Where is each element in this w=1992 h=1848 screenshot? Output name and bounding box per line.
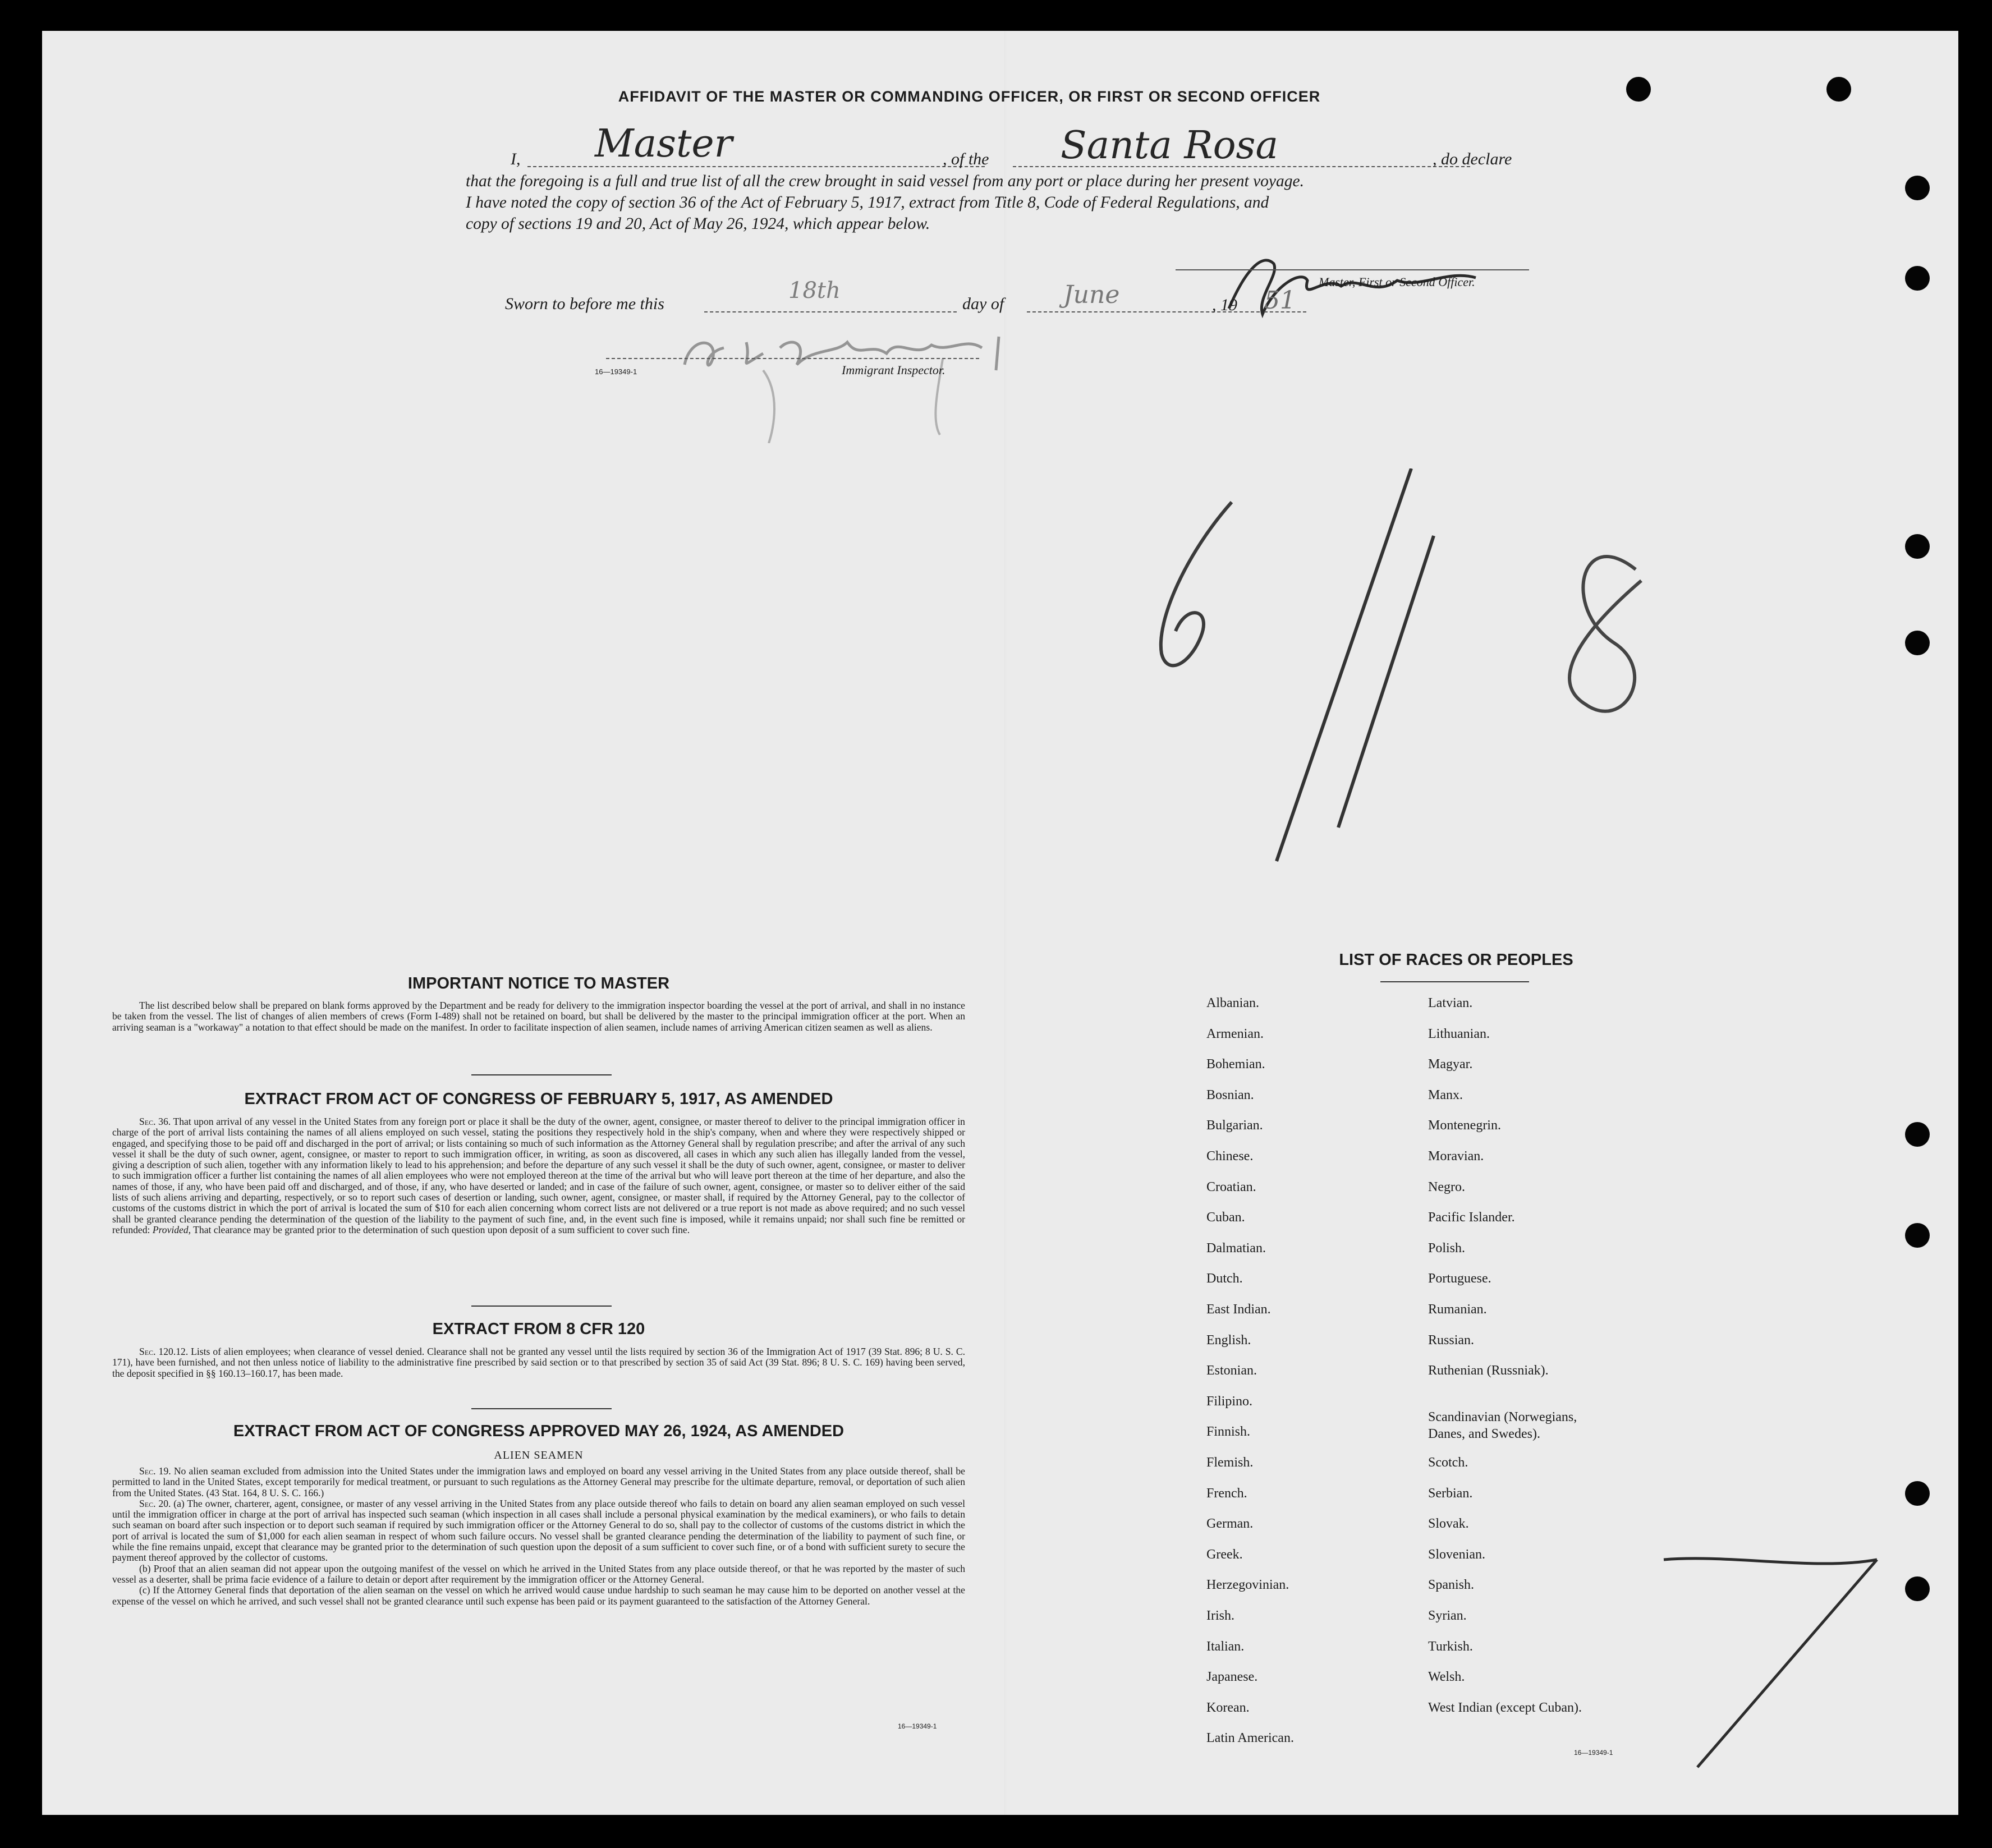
sec20b-text: (b) Proof that an alien seaman did not appear upon the outgoing manifest of the vessel on which he arrived in the United States from any place outside thereof, or that he was reported by the master of such vessel as a deserter, shall be prima facie evidence of a failure to detain or deport after requirement by the immigration officer or the Attorney General. bbox=[112, 1562, 965, 1585]
race-item: Dalmatian. bbox=[1206, 1241, 1266, 1256]
sec120-text: Lists of alien employees; when clearance of vessel denied. Clearance shall not be granted any vessel until the lists required by section 36 of the Immigration Act of 1917 (39 Stat. 896; 8 U. S. C. 171), have been furnished, and not then unless notice of liability to the administrative fine prescribed by said section or to that prescribed by section 35 of said Act (39 Stat. 896; 8 U. S. C. 169) having been served, the deposit specified in §§ 160.13–160.17, has been made. bbox=[112, 1346, 965, 1379]
binder-hole bbox=[1905, 631, 1930, 655]
race-item: Latvian. bbox=[1428, 996, 1473, 1010]
race-item: Albanian. bbox=[1206, 996, 1259, 1010]
race-item: Negro. bbox=[1428, 1180, 1465, 1194]
provided-label: Provided, bbox=[152, 1224, 191, 1235]
day-line bbox=[704, 311, 957, 312]
year-handwritten: 51 bbox=[1264, 286, 1296, 315]
binder-hole bbox=[1905, 1223, 1930, 1248]
affidavit-line-2: that the foregoing is a full and true list of all the crew brought in said vessel from any port or place during her present voyage. bbox=[466, 172, 1304, 190]
affidavit-form-number: 16—19349-1 bbox=[595, 367, 637, 376]
race-item: Chinese. bbox=[1206, 1149, 1254, 1164]
race-item: Scandinavian (Norwegians, bbox=[1428, 1409, 1577, 1424]
sworn-label: Sworn to before me this bbox=[505, 295, 664, 313]
signature-line bbox=[1176, 269, 1529, 270]
rank-line bbox=[527, 166, 985, 167]
separator bbox=[471, 1408, 612, 1409]
race-item: Syrian. bbox=[1428, 1608, 1467, 1623]
race-item: Cuban. bbox=[1206, 1210, 1245, 1225]
vessel-handwritten: Santa Rosa bbox=[1061, 123, 1278, 168]
binder-hole bbox=[1905, 1122, 1930, 1147]
race-item: Rumanian. bbox=[1428, 1302, 1487, 1317]
race-item: Ruthenian (Russniak). bbox=[1428, 1363, 1549, 1378]
i-label: I, bbox=[511, 150, 521, 168]
extract-1924-body bbox=[112, 1466, 965, 1607]
race-item: Croatian. bbox=[1206, 1180, 1256, 1194]
extract-cfr-title: EXTRACT FROM 8 CFR 120 bbox=[432, 1320, 645, 1338]
inspector-signature bbox=[668, 314, 1044, 443]
extract-1924-title: EXTRACT FROM ACT OF CONGRESS APPROVED MAY 26, 1924, AS AMENDED bbox=[233, 1422, 844, 1440]
sec20c-text: (c) If the Attorney General finds that deportation of the alien seaman on the vessel on which he arrived would cause undue hardship to such seaman he may cause him to be deported on another vessel at the expense of the vessel on which he arrived, and such vessel shall not be granted clearance until such expense has been paid or its payment guaranteed to the satisfaction of the Attorney General. bbox=[112, 1584, 965, 1607]
race-item: Scotch. bbox=[1428, 1455, 1468, 1470]
binder-hole bbox=[1905, 1576, 1930, 1601]
binder-hole bbox=[1905, 534, 1930, 559]
of-the-label: , of the bbox=[943, 150, 989, 168]
day-of-label: day of bbox=[962, 295, 1004, 313]
binder-hole bbox=[1626, 77, 1651, 102]
extract-form-number: 16—19349-1 bbox=[898, 1722, 937, 1730]
notice-body bbox=[112, 1000, 965, 1033]
race-item: Manx. bbox=[1428, 1088, 1463, 1102]
fold-crease bbox=[1004, 31, 1006, 1815]
sec20-label: Sec. 20. bbox=[139, 1497, 171, 1509]
race-item: Finnish. bbox=[1206, 1424, 1251, 1439]
race-item: Slovak. bbox=[1428, 1516, 1469, 1531]
document-page bbox=[42, 31, 1958, 1815]
race-item: Italian. bbox=[1206, 1639, 1245, 1654]
do-declare-label: , do declare bbox=[1433, 150, 1512, 168]
notice-text: The list described below shall be prepared on blank forms approved by the Department and be ready for delivery to the immigration inspector boarding the vessel at the port of arrival, and shall in no instance be taken from the vessel. The list of changes of alien members of crews (Form I-489) shall not be retained on board, but shall be delivered by the master to the principal immigration officer at the port. When an arriving seaman is a "workaway" a notation to that effect should be made on the manifest. In order to facilitate inspection of alien seamen, include names of arriving American citizen seamen as well as aliens. bbox=[112, 1000, 965, 1033]
inspector-line bbox=[606, 358, 979, 359]
race-item: English. bbox=[1206, 1333, 1251, 1348]
race-item: Armenian. bbox=[1206, 1027, 1264, 1041]
handwritten-number-mark bbox=[1647, 1526, 1905, 1784]
day-handwritten: 18th bbox=[788, 278, 841, 304]
race-item: Bosnian. bbox=[1206, 1088, 1254, 1102]
sec36-label: Sec. 36. bbox=[139, 1116, 171, 1127]
sec120-label: Sec. 120.12. bbox=[139, 1346, 189, 1357]
race-item: East Indian. bbox=[1206, 1302, 1271, 1317]
race-item: Greek. bbox=[1206, 1547, 1243, 1562]
race-item: Irish. bbox=[1206, 1608, 1234, 1623]
inspector-caption: Immigrant Inspector. bbox=[842, 363, 945, 377]
race-item: French. bbox=[1206, 1486, 1247, 1501]
handwritten-date-mark bbox=[1119, 468, 1681, 872]
race-item: Spanish. bbox=[1428, 1578, 1475, 1592]
race-item: West Indian (except Cuban). bbox=[1428, 1700, 1582, 1715]
race-item: Japanese. bbox=[1206, 1670, 1258, 1684]
race-item: German. bbox=[1206, 1516, 1254, 1531]
binder-hole bbox=[1905, 266, 1930, 291]
year-prefix: , 19 bbox=[1212, 296, 1237, 314]
affidavit-line-4: copy of sections 19 and 20, Act of May 26, 1924, which appear below. bbox=[466, 215, 930, 233]
sec36-text: That upon arrival of any vessel in the United States from any foreign port or place it shall be the duty of the owner, agent, consignee, or master thereof to deliver to the principal immigration officer in charge of the port of arrival lists containing the names of all aliens employed on such vessel, stating the positions they respectively hold in the ship's company, when and where they were respectively shipped or engaged, and specifying those to be paid off and discharged in the port of arrival; or lists containing so much of such information as the Attorney General shall by regulation prescribe; and after the arrival of any such vessel it shall be the duty of such owner, agent, consignee, or master to report to such immigration officer, in writing, as soon as discovered, all cases in which any such alien has illegally landed from the vessel, giving a description of such alien, together with any information likely to lead to his apprehension; and before the departure of any such vessel it shall be the duty of such owner, agent, consignee, or master to deliver to such immigration officer a further list containing the names of all alien employees who were not employed thereon at the time of the arrival but who will leave port thereon at the time of her departure, and also the names of those, if any, who have been paid off and discharged, and of those, if any, who have deserted or landed; and in case of the failure of such owner, agent, consignee, or master so to deliver either of the said lists of such aliens arriving and departing, respectively, or so to report such cases of desertion or landing, such owner, agent, consignee, or master shall, if required by the Attorney General, pay to the collector of customs of the customs district in which the port of arrival is located the sum of $10 for each alien concerning whom correct lists are not delivered or a true report is not made as above required; and no such vessel shall be granted clearance pending the determination of the question of the liability to the payment of such fine, and, in the event such fine is imposed, while it remains unpaid; nor shall such fine be remitted or refunded: bbox=[112, 1116, 965, 1235]
race-item: Serbian. bbox=[1428, 1486, 1473, 1501]
race-item: Dutch. bbox=[1206, 1271, 1243, 1286]
race-item: Herzegovinian. bbox=[1206, 1578, 1289, 1592]
sec19-text: No alien seaman excluded from admission into the United States under the immigration laws and employed on board any vessel arriving in the United States from any place outside thereof, shall be permitted to land in the United States, except temporarily for medical treatment, or pursuant to such regulations as the Attorney General may prescribe for the ultimate departure, removal, or deportation of such alien from the United States. (43 Stat. 164, 8 U. S. C. 166.) bbox=[112, 1465, 965, 1498]
binder-hole bbox=[1905, 176, 1930, 200]
extract-cfr-body bbox=[112, 1346, 965, 1379]
notice-title: IMPORTANT NOTICE TO MASTER bbox=[407, 974, 670, 992]
alien-seamen-subtitle: ALIEN SEAMEN bbox=[494, 1449, 584, 1461]
sec19-label: Sec. 19. bbox=[139, 1465, 171, 1477]
race-item: Pacific Islander. bbox=[1428, 1210, 1515, 1225]
race-item: Polish. bbox=[1428, 1241, 1466, 1256]
officer-caption: Master, First or Second Officer. bbox=[1319, 275, 1475, 289]
race-item: Turkish. bbox=[1428, 1639, 1473, 1654]
race-item: Estonian. bbox=[1206, 1363, 1257, 1378]
affidavit-line-3: I have noted the copy of section 36 of the Act of February 5, 1917, extract from Title 8, Code of Federal Regulations, and bbox=[466, 194, 1269, 212]
rank-handwritten: Master bbox=[595, 122, 733, 166]
race-item: Danes, and Swedes). bbox=[1428, 1426, 1540, 1441]
race-item: Russian. bbox=[1428, 1333, 1475, 1348]
extract-1917-title: EXTRACT FROM ACT OF CONGRESS OF FEBRUARY 5, 1917, AS AMENDED bbox=[244, 1090, 833, 1108]
month-handwritten: June bbox=[1063, 281, 1120, 309]
binder-hole bbox=[1905, 1481, 1930, 1506]
race-item: Bulgarian. bbox=[1206, 1118, 1263, 1133]
race-item: Lithuanian. bbox=[1428, 1027, 1490, 1041]
race-item: Welsh. bbox=[1428, 1670, 1465, 1684]
race-item: Montenegrin. bbox=[1428, 1118, 1501, 1133]
race-item: Korean. bbox=[1206, 1700, 1250, 1715]
sec36-text-end: That clearance may be granted prior to the determination of such question upon deposit of a sum sufficient to cover such fine. bbox=[193, 1224, 690, 1235]
race-item: Flemish. bbox=[1206, 1455, 1254, 1470]
race-item: Moravian. bbox=[1428, 1149, 1484, 1164]
sec20a-text: (a) The owner, charterer, agent, consignee, or master of any vessel arriving in the United States from any place outside thereof who fails to detain on board any alien seaman employed on such vessel until the immigration officer in charge at the port of arrival has inspected such seaman (which inspection in all cases shall include a personal physical examination by the medical examiners), or who fails to detain such seaman on board after such inspection or to deport such seaman if required by such immigration officer or the Attorney General to do so, shall pay to the collector of customs of the customs district in which the port of arrival is located the sum of $1,000 for each alien seaman in respect of whom such failure occurs. No vessel shall be granted clearance pending the determination of the liability to payment of such fine, or while the fine remains unpaid, except that clearance may be granted prior to the determination of such question upon the deposit of a sum sufficient to cover such fine, or of a bond with sufficient surety to secure the payment thereof approved by the collector of customs. bbox=[112, 1497, 965, 1564]
race-item: Slovenian. bbox=[1428, 1547, 1485, 1562]
affidavit-title: AFFIDAVIT OF THE MASTER OR COMMANDING OFFICER, OR FIRST OR SECOND OFFICER bbox=[618, 88, 1321, 105]
separator bbox=[471, 1074, 612, 1075]
race-item: Bohemian. bbox=[1206, 1057, 1265, 1072]
separator bbox=[471, 1305, 612, 1307]
race-item: Latin American. bbox=[1206, 1731, 1294, 1745]
extract-1917-body bbox=[112, 1116, 965, 1235]
races-title: LIST OF RACES OR PEOPLES bbox=[1339, 951, 1573, 969]
race-item: Filipino. bbox=[1206, 1394, 1253, 1409]
race-item: Magyar. bbox=[1428, 1057, 1473, 1072]
binder-hole bbox=[1826, 77, 1851, 102]
race-item: Portuguese. bbox=[1428, 1271, 1491, 1286]
races-form-number: 16—19349-1 bbox=[1574, 1749, 1613, 1757]
separator bbox=[1380, 981, 1529, 982]
